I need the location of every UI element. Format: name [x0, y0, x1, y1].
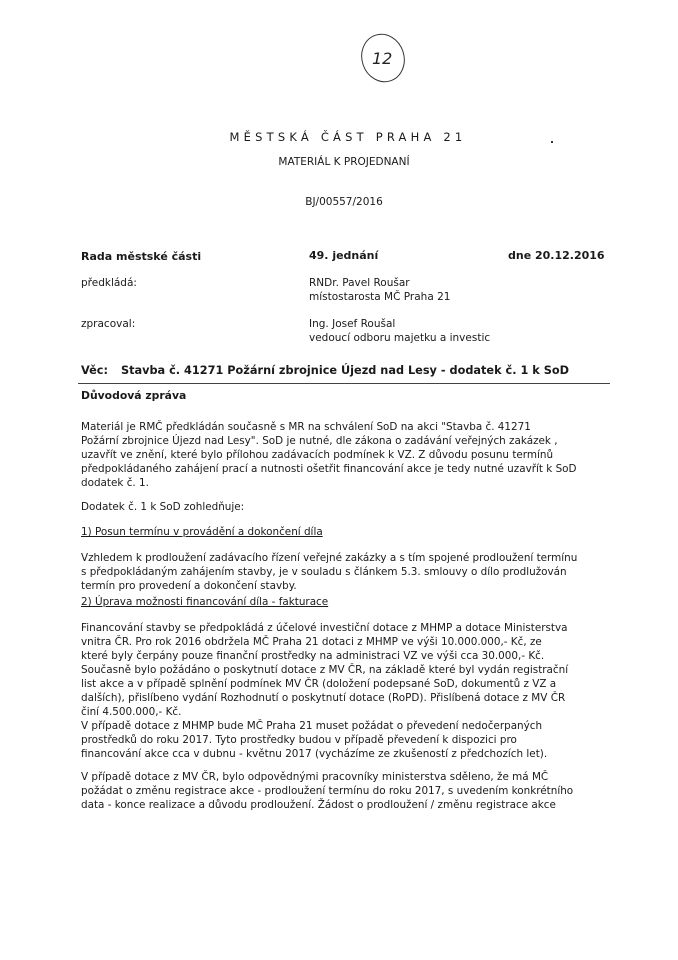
divider — [78, 383, 610, 384]
section1-heading: 1) Posun termínu v provádění a dokončení díla — [81, 526, 323, 538]
document-title: MĚSTSKÁ ČÁST PRAHA 21 — [229, 130, 467, 144]
text-line: list akce a v případě splnění podmínek MV ČR (doložení podepsané SoD, dokumentů z VZ a — [81, 678, 557, 690]
meeting-date: dne 20.12.2016 — [508, 249, 605, 262]
section2-heading: 2) Úprava možnosti financování díla - fakturace — [81, 596, 329, 608]
handwritten-page-number-stamp — [358, 30, 408, 84]
submitted-by-label: předkládá: — [81, 277, 137, 289]
text-line: Vzhledem k prodloužení zadávacího řízení veřejné zakázky a s tím spojené prodloužení termínu — [81, 552, 578, 564]
subject-text: Stavba č. 41271 Požární zbrojnice Újezd nad Lesy - dodatek č. 1 k SoD — [120, 364, 569, 377]
speck — [551, 141, 553, 143]
intro-paragraph — [81, 420, 611, 490]
preparer-position: vedoucí odboru majetku a investic — [309, 332, 491, 344]
submitted-by-block — [309, 276, 450, 304]
text-line: prostředků do roku 2017. Tyto prostředky budou v případě převedení k dispozici pro — [81, 734, 517, 746]
text-line: vnitra ČR. Pro rok 2016 obdržela MČ Praha 21 dotaci z MHMP ve výši 10.000.000,- Kč, ze — [81, 636, 542, 648]
text-line: s předpokládaným zahájením stavby, je v souladu s článkem 5.3. smlouvy o dílo prodlužován — [81, 566, 567, 578]
section2-paragraph — [81, 621, 611, 719]
text-line: předpokládaného zahájení prací a nutnosti ošetřit financování akce je tedy nutné uzavřít k SoD — [81, 463, 577, 475]
text-line: Financování stavby se předpokládá z účelové investiční dotace z MHMP a dotace Ministerstva — [81, 622, 568, 634]
submitter-position: místostarosta MČ Praha 21 — [309, 291, 451, 303]
session-number: 49. jednání — [309, 249, 379, 262]
text-line: dalších), přislíbeno vydání Rozhodnutí o poskytnutí dotace (RoPD). Přislíbená dotace z MV ČR — [81, 692, 566, 704]
mhmp-paragraph — [81, 719, 611, 761]
text-line: financování akce cca v dubnu - květnu 2017 (vycházíme ze zkušeností z předchozích let). — [81, 748, 548, 760]
text-line: Současně bylo požádáno o poskytnutí dotace z MV ČR, na základě které byl vydán registrační — [81, 664, 569, 676]
prepared-by-label: zpracoval: — [81, 318, 136, 330]
prepared-by-block — [309, 317, 490, 345]
section1-paragraph — [81, 551, 611, 593]
document-subtitle: MATERIÁL K PROJEDNANÍ — [278, 156, 410, 168]
preparer-name: Ing. Josef Roušal — [309, 318, 396, 330]
text-line: Materiál je RMČ předkládán současně s MR na schválení SoD na akci "Stavba č. 41271 — [81, 421, 531, 433]
council-body: Rada městské části — [81, 250, 202, 263]
text-line: V případě dotace z MV ČR, bylo odpovědnými pracovníky ministerstva sděleno, že má MČ — [81, 771, 549, 783]
text-line: požádat o změnu registrace akce - prodloužení termínu do roku 2017, s uvedením konkrétního — [81, 785, 574, 797]
stamp-number: 12 — [372, 49, 393, 68]
submitter-name: RNDr. Pavel Roušar — [309, 277, 410, 289]
reference-number: BJ/00557/2016 — [305, 196, 383, 208]
text-line: které byly čerpány pouze finanční prostředky na administraci VZ ve výši cca 30.000,- Kč. — [81, 650, 545, 662]
subject-label: Věc: — [81, 364, 109, 377]
text-line: činí 4.500.000,- Kč. — [81, 706, 182, 718]
mv-paragraph — [81, 770, 611, 812]
text-line: dodatek č. 1. — [81, 477, 149, 489]
subject-line — [81, 364, 569, 377]
text-line: V případě dotace z MHMP bude MČ Praha 21 muset požádat o převedení nedočerpaných — [81, 720, 543, 732]
text-line: termín pro provedení a dokončení stavby. — [81, 580, 297, 592]
report-heading: Důvodová zpráva — [81, 389, 187, 402]
addendum-intro: Dodatek č. 1 k SoD zohledňuje: — [81, 501, 245, 513]
text-line: Požární zbrojnice Újezd nad Lesy". SoD je nutné, dle zákona o zadávání veřejných zakázek , — [81, 435, 558, 447]
text-line: uzavřít ve znění, které bylo přílohou zadávacích podmínek k VZ. Z důvodu posunu termínů — [81, 449, 554, 461]
text-line: data - konce realizace a důvodu prodloužení. Žádost o prodloužení / změnu registrace akce — [81, 799, 556, 811]
